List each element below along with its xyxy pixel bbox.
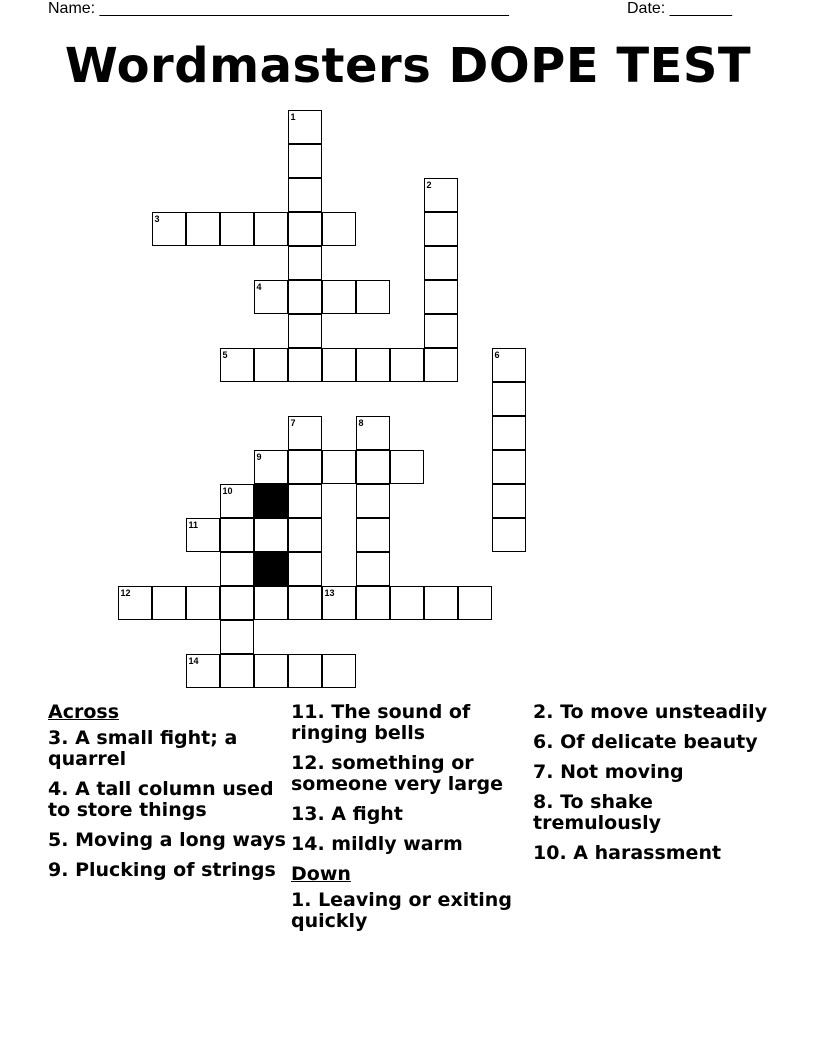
clue-across-12: 12. something or someone very large [291, 752, 503, 795]
crossword-cell[interactable] [288, 280, 322, 314]
crossword-cell[interactable] [424, 314, 458, 348]
clue-down-1: 1. Leaving or exiting quickly [291, 889, 512, 932]
crossword-cell[interactable] [492, 382, 526, 416]
crossword-cell[interactable] [390, 450, 424, 484]
crossword-cell[interactable] [356, 280, 390, 314]
crossword-cell[interactable] [186, 212, 220, 246]
crossword-cell[interactable] [288, 314, 322, 348]
crossword-cell[interactable] [254, 654, 288, 688]
crossword-cell[interactable] [322, 212, 356, 246]
across-heading: Across [48, 701, 120, 723]
crossword-cell[interactable] [356, 518, 390, 552]
crossword-cell[interactable] [492, 450, 526, 484]
crossword-cell[interactable] [356, 586, 390, 620]
crossword-cell[interactable] [288, 552, 322, 586]
down-heading: Down [291, 863, 351, 885]
clue-number: 11 [188, 519, 199, 530]
clue-across-9: 9. Plucking of strings [48, 859, 276, 881]
crossword-cell[interactable] [424, 246, 458, 280]
crossword-cell[interactable] [288, 144, 322, 178]
crossword-cell[interactable] [322, 280, 356, 314]
crossword-cell[interactable] [288, 212, 322, 246]
crossword-cell[interactable] [254, 586, 288, 620]
clue-number: 9 [256, 451, 262, 462]
crossword-cell[interactable] [288, 416, 322, 450]
crossword-cell[interactable] [322, 586, 356, 620]
crossword-cell[interactable] [288, 484, 322, 518]
crossword-cell[interactable] [424, 212, 458, 246]
crossword-cell[interactable] [254, 450, 288, 484]
crossword-cell[interactable] [254, 280, 288, 314]
clue-down-2: 2. To move unsteadily [533, 701, 768, 723]
crossword-cell[interactable] [220, 620, 254, 654]
clue-across-11: 11. The sound of ringing bells [291, 701, 471, 744]
clue-across-5: 5. Moving a long ways [48, 829, 286, 851]
clue-number: 14 [188, 655, 199, 666]
crossword-cell[interactable] [424, 178, 458, 212]
clue-down-8: 8. To shake tremulously [533, 791, 661, 834]
crossword-cell[interactable] [288, 178, 322, 212]
crossword-block [254, 552, 288, 586]
crossword-cell[interactable] [458, 586, 492, 620]
clue-across-14: 14. mildly warm [291, 833, 463, 855]
crossword-cell[interactable] [220, 348, 254, 382]
page-title: Wordmasters DOPE TEST [64, 38, 752, 94]
clue-number: 1 [290, 111, 296, 122]
crossword-cell[interactable] [186, 518, 220, 552]
clue-number: 8 [358, 417, 364, 428]
crossword-cell[interactable] [288, 110, 322, 144]
crossword-cell[interactable] [356, 348, 390, 382]
crossword-cell[interactable] [220, 212, 254, 246]
clue-number: 3 [154, 213, 160, 224]
crossword-cell[interactable] [492, 484, 526, 518]
crossword-cell[interactable] [220, 552, 254, 586]
crossword-cell[interactable] [322, 654, 356, 688]
crossword-cell[interactable] [288, 654, 322, 688]
crossword-cell[interactable] [492, 348, 526, 382]
crossword-cell[interactable] [424, 348, 458, 382]
crossword-cell[interactable] [254, 348, 288, 382]
crossword-cell[interactable] [356, 450, 390, 484]
crossword-cell[interactable] [220, 586, 254, 620]
crossword-cell[interactable] [254, 212, 288, 246]
clue-across-13: 13. A fight [291, 803, 403, 825]
clue-number: 10 [222, 485, 233, 496]
crossword-cell[interactable] [390, 348, 424, 382]
crossword-cell[interactable] [322, 348, 356, 382]
crossword-cell[interactable] [492, 518, 526, 552]
clue-number: 7 [290, 417, 296, 428]
clue-number: 5 [222, 349, 228, 360]
crossword-cell[interactable] [424, 280, 458, 314]
clue-number: 4 [256, 281, 262, 292]
crossword-cell[interactable] [186, 654, 220, 688]
clue-number: 2 [426, 179, 432, 190]
crossword-cell[interactable] [118, 586, 152, 620]
crossword-cell[interactable] [356, 552, 390, 586]
crossword-cell[interactable] [152, 586, 186, 620]
clue-number: 12 [120, 587, 131, 598]
crossword-cell[interactable] [152, 212, 186, 246]
crossword-cell[interactable] [322, 450, 356, 484]
crossword-cell[interactable] [220, 484, 254, 518]
name-field[interactable]: Name: ______________________________________________ [48, 0, 509, 17]
crossword-cell[interactable] [288, 518, 322, 552]
clue-number: 6 [494, 349, 500, 360]
crossword-cell[interactable] [390, 586, 424, 620]
clues-column-2 [291, 702, 529, 941]
clues-column-3 [533, 702, 773, 873]
clue-across-3: 3. A small fight; a quarrel [48, 727, 238, 770]
clues-column-1 [48, 702, 286, 890]
clue-down-10: 10. A harassment [533, 842, 722, 864]
crossword-cell[interactable] [254, 518, 288, 552]
clue-down-6: 6. Of delicate beauty [533, 731, 758, 753]
clue-down-7: 7. Not moving [533, 761, 684, 783]
crossword-cell[interactable] [356, 416, 390, 450]
crossword-cell[interactable] [288, 246, 322, 280]
crossword-cell[interactable] [492, 416, 526, 450]
crossword-cell[interactable] [288, 450, 322, 484]
crossword-block [254, 484, 288, 518]
crossword-cell[interactable] [220, 654, 254, 688]
crossword-cell[interactable] [186, 586, 220, 620]
crossword-cell[interactable] [220, 518, 254, 552]
crossword-cell[interactable] [288, 348, 322, 382]
crossword-cell[interactable] [288, 586, 322, 620]
clue-across-4: 4. A tall column used to store things [48, 778, 274, 821]
date-field[interactable]: Date: _______ [627, 0, 732, 17]
clue-number: 13 [324, 587, 335, 598]
crossword-cell[interactable] [356, 484, 390, 518]
crossword-cell[interactable] [424, 586, 458, 620]
